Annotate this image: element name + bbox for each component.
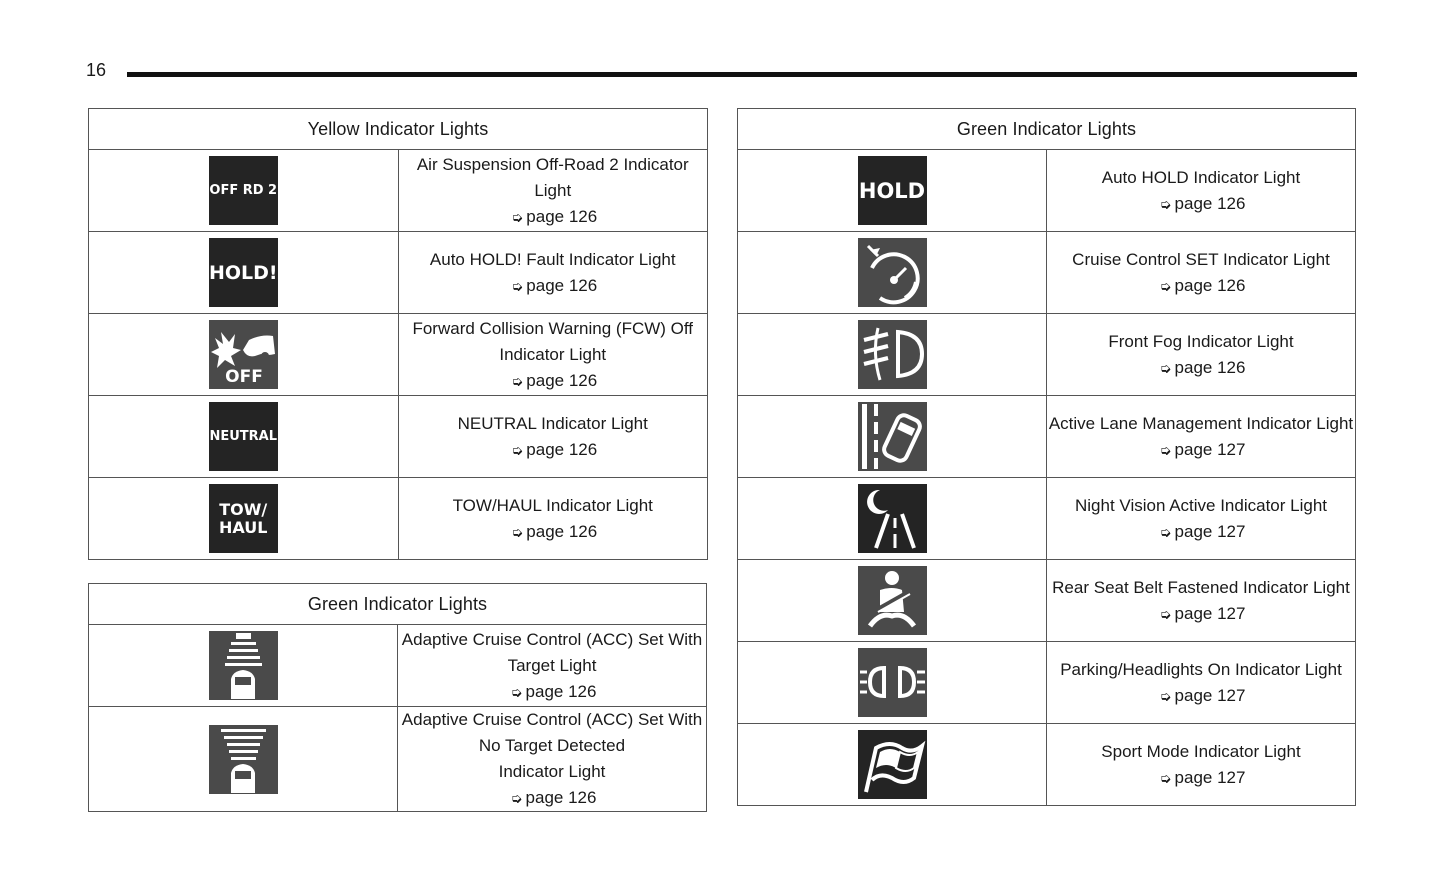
row-label: Parking/Headlights On Indicator Light xyxy=(1060,659,1342,679)
page-arrow-icon: ➭ xyxy=(1159,687,1172,704)
page-ref[interactable]: page 127 xyxy=(1174,685,1246,705)
night-vision-icon xyxy=(858,484,927,553)
table-row xyxy=(89,707,707,812)
table-row xyxy=(738,478,1356,560)
table-row xyxy=(738,314,1356,396)
row-label: Auto HOLD Indicator Light xyxy=(1101,167,1301,187)
row-label: Front Fog Indicator Light xyxy=(1108,331,1294,351)
parking-lights-icon xyxy=(858,648,927,717)
row-label: Rear Seat Belt Fastened Indicator Light xyxy=(1052,577,1350,597)
page-ref[interactable]: page 126 xyxy=(525,681,597,701)
auto-hold-icon: HOLD xyxy=(858,156,927,225)
acc-target-icon xyxy=(209,631,278,700)
header-rule xyxy=(127,72,1357,77)
rear-seat-belt-icon xyxy=(858,566,927,635)
table-row xyxy=(89,625,707,707)
table-row xyxy=(89,232,708,314)
page-ref[interactable]: page 126 xyxy=(1174,275,1246,295)
green-indicator-table-left xyxy=(88,583,707,812)
table-row xyxy=(738,560,1356,642)
table-row xyxy=(89,478,708,560)
sport-mode-icon xyxy=(858,730,927,799)
row-label: Night Vision Active Indicator Light xyxy=(1075,495,1327,515)
page-ref[interactable]: page 126 xyxy=(525,788,597,807)
tow-haul-icon: TOW/ HAUL xyxy=(209,484,278,553)
page-arrow-icon: ➭ xyxy=(1159,769,1172,786)
page-arrow-icon: ➭ xyxy=(511,208,524,225)
front-fog-icon xyxy=(858,320,927,389)
table-row xyxy=(738,724,1356,806)
page-number: 16 xyxy=(86,60,107,80)
row-label: TOW/HAUL Indicator Light xyxy=(452,495,653,515)
page-ref[interactable]: page 126 xyxy=(526,521,598,541)
page-ref[interactable]: page 127 xyxy=(1174,603,1246,623)
yellow-indicator-table xyxy=(88,108,708,560)
row-label: Air Suspension Off-Road 2 Indicator Light xyxy=(416,154,689,200)
table-row xyxy=(89,314,708,396)
auto-hold-fault-icon: HOLD! xyxy=(209,238,278,307)
page-ref[interactable]: page 126 xyxy=(526,206,598,226)
page-ref[interactable]: page 127 xyxy=(1174,767,1246,787)
table-title: Yellow Indicator Lights xyxy=(89,109,708,150)
row-label: Sport Mode Indicator Light xyxy=(1101,741,1301,761)
page-arrow-icon: ➭ xyxy=(510,683,523,700)
page-arrow-icon: ➭ xyxy=(1159,359,1172,376)
page-ref[interactable]: page 126 xyxy=(526,370,598,390)
page-ref[interactable]: page 126 xyxy=(526,275,598,295)
page-ref[interactable]: page 127 xyxy=(1174,439,1246,459)
row-label: Cruise Control SET Indicator Light xyxy=(1072,249,1330,269)
page-ref[interactable]: page 127 xyxy=(1174,521,1246,541)
page-arrow-icon: ➭ xyxy=(511,372,524,389)
row-label: Forward Collision Warning (FCW) Off Indicator Light xyxy=(412,318,694,364)
lane-management-icon xyxy=(858,402,927,471)
page-arrow-icon: ➭ xyxy=(511,277,524,294)
acc-no-target-icon xyxy=(209,725,278,794)
table-row xyxy=(738,150,1356,232)
row-label: Adaptive Cruise Control (ACC) Set With No Target Detected xyxy=(401,710,703,755)
cruise-set-icon xyxy=(858,238,927,307)
page-arrow-icon: ➭ xyxy=(1159,605,1172,622)
page-arrow-icon: ➭ xyxy=(1159,277,1172,294)
row-label: Auto HOLD! Fault Indicator Light xyxy=(429,249,676,269)
table-row xyxy=(738,232,1356,314)
table-row xyxy=(738,396,1356,478)
table-row xyxy=(89,150,708,232)
page-arrow-icon: ➭ xyxy=(511,441,524,458)
table-row xyxy=(738,642,1356,724)
table-title: Green Indicator Lights xyxy=(89,584,707,625)
table-title: Green Indicator Lights xyxy=(738,109,1356,150)
green-indicator-table-right xyxy=(737,108,1356,806)
row-label: NEUTRAL Indicator Light xyxy=(457,413,648,433)
page-ref[interactable]: page 126 xyxy=(526,439,598,459)
table-row xyxy=(89,396,708,478)
neutral-icon: NEUTRAL xyxy=(209,402,278,471)
page-ref[interactable]: page 126 xyxy=(1174,357,1246,377)
svg-text:OFF: OFF xyxy=(224,367,263,387)
page-arrow-icon: ➭ xyxy=(1159,523,1172,540)
page-arrow-icon: ➭ xyxy=(510,790,523,806)
off-road-2-icon: OFF RD 2 xyxy=(209,156,278,225)
page-arrow-icon: ➭ xyxy=(511,523,524,540)
page-arrow-icon: ➭ xyxy=(1159,195,1172,212)
fcw-off-icon xyxy=(209,320,278,389)
page-arrow-icon: ➭ xyxy=(1159,441,1172,458)
row-label: Adaptive Cruise Control (ACC) Set With Target Light xyxy=(401,629,703,675)
row-label: Active Lane Management Indicator Light xyxy=(1048,413,1354,433)
row-label-cont: Indicator Light xyxy=(498,762,606,781)
page-ref[interactable]: page 126 xyxy=(1174,193,1246,213)
